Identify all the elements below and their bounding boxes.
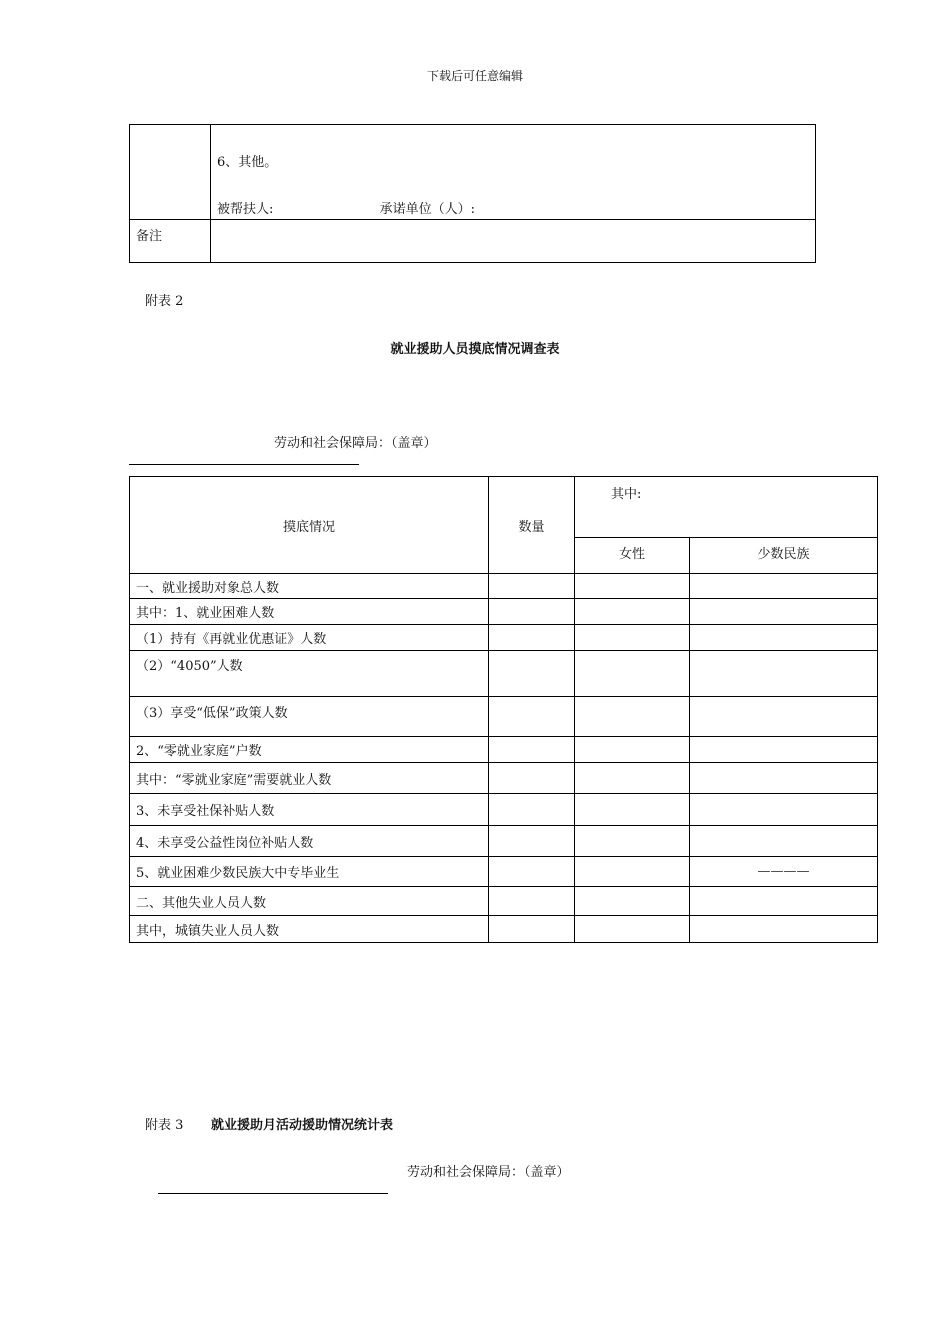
col-header-situation: 摸底情况 [130, 477, 489, 574]
appendix-3-label: 附表 3 [145, 1118, 184, 1133]
blank-cell [130, 125, 211, 220]
col-header-count: 数量 [489, 477, 575, 574]
row-label: 一、就业援助对象总人数 [130, 574, 489, 599]
remarks-label: 备注 [130, 220, 211, 263]
appendix-2-title: 就业援助人员摸底情况调查表 [390, 342, 560, 357]
table-row [130, 916, 878, 943]
appendix-2-bureau: 劳动和社会保障局：（盖章） [274, 436, 437, 451]
row-label: 其中：1、就业困难人数 [130, 599, 489, 625]
table-row [130, 737, 878, 763]
commitment-table [129, 124, 816, 263]
remarks-cell [211, 220, 816, 263]
table-row [130, 826, 878, 857]
table-row [130, 651, 878, 697]
survey-table [129, 476, 878, 943]
row-label: （1）持有《再就业优惠证》人数 [130, 625, 489, 651]
row-label: 3、未享受社保补贴人数 [130, 794, 489, 826]
table-row [130, 887, 878, 916]
table-row [130, 697, 878, 737]
table-row [130, 625, 878, 651]
table-row [130, 794, 878, 826]
dash-mark: ———— [690, 857, 878, 887]
row-label: 2、“零就业家庭”户数 [130, 737, 489, 763]
col-header-minority: 少数民族 [690, 538, 878, 574]
appendix-3-title: 就业援助月活动援助情况统计表 [211, 1118, 394, 1133]
table-row [130, 599, 878, 625]
item-6-text: 6、其他。 [217, 155, 278, 170]
table-row [130, 857, 878, 887]
row-label: （3）享受“低保”政策人数 [130, 697, 489, 737]
appendix-3-bureau: 劳动和社会保障局：（盖章） [407, 1165, 570, 1180]
row-label: 5、就业困难少数民族大中专毕业生 [130, 857, 489, 887]
table-row [130, 763, 878, 794]
page-header: 下载后可任意编辑 [426, 69, 523, 83]
row-label: 二、其他失业人员人数 [130, 887, 489, 916]
row-label: 4、未享受公益性岗位补贴人数 [130, 826, 489, 857]
bureau-underline [129, 464, 359, 465]
table-row [130, 574, 878, 599]
col-header-among: 其中: [575, 477, 878, 538]
bureau-underline-2 [158, 1193, 388, 1194]
row-label: （2）“4050”人数 [130, 651, 489, 697]
other-items-cell [211, 125, 816, 220]
helped-person-label: 被帮扶人: [217, 202, 274, 217]
row-label: 其中：“零就业家庭”需要就业人数 [130, 763, 489, 794]
appendix-2-label: 附表 2 [145, 294, 184, 309]
col-header-female: 女性 [575, 538, 690, 574]
row-label: 其中，城镇失业人员人数 [130, 916, 489, 943]
commit-unit-label: 承诺单位（人）: [379, 202, 476, 217]
